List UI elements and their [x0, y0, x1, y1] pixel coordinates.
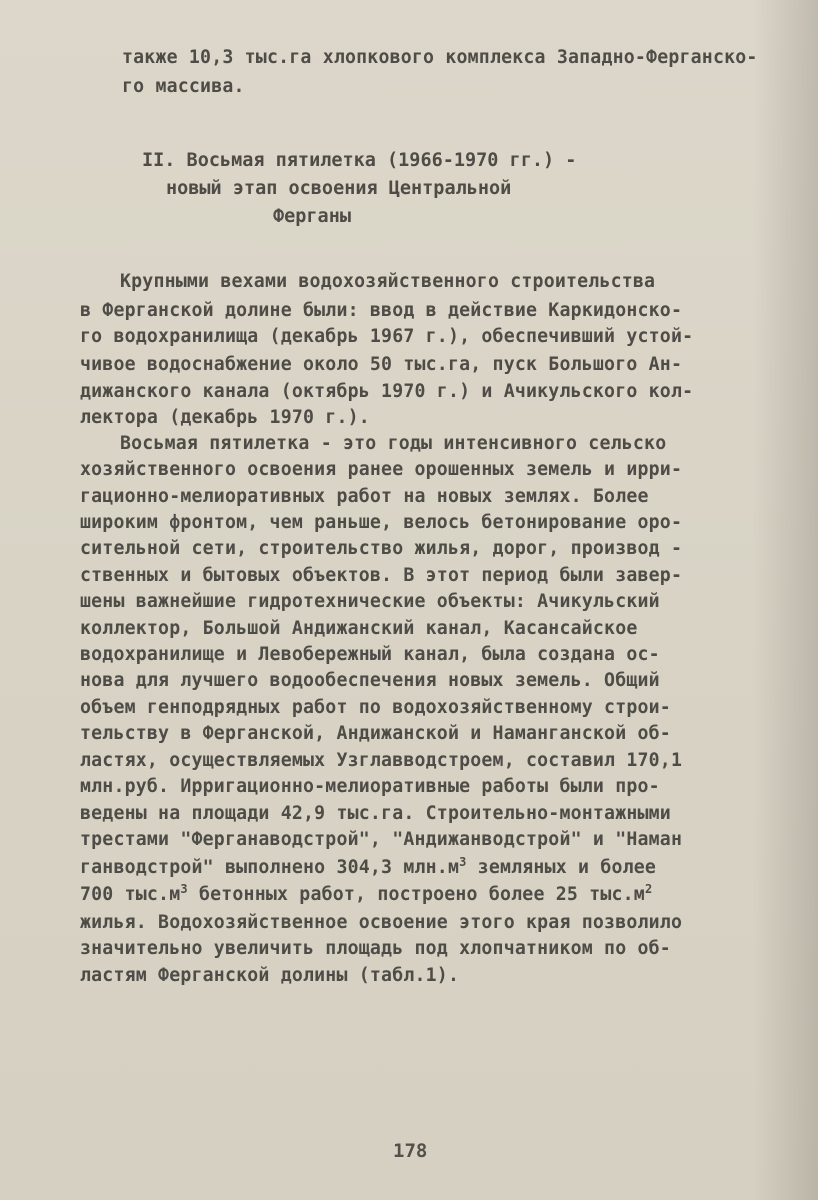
paragraph-2-line-1: Восьмая пятилетка - это годы интенсивного сельско [120, 433, 667, 454]
paragraph-2-line-14: млн.руб. Ирригационно-мелиоративные работы были про- [80, 776, 660, 797]
paragraph-2-line-17 [80, 854, 657, 879]
line-18-start: 700 тыс.м [80, 884, 181, 905]
paragraph-2-line-3: гационно-мелиоративных работ на новых землях. Более [80, 486, 649, 507]
superscript-cubic: 3 [459, 854, 467, 869]
paragraph-2-line-2: хозяйственного освоения ранее орошенных земель и ирри- [80, 459, 683, 480]
paragraph-2-line-11: объем генподрядных работ по водохозяйственному строи- [80, 697, 671, 718]
paragraph-1-line-1: Крупными вехами водохозяйственного строительства [120, 271, 656, 292]
paragraph-2-line-20: значительно увеличить площадь под хлопчатником по об- [80, 938, 671, 959]
paragraph-2-line-13: ластях, осуществляемых Узглавводстроем, составил 170,1 [80, 750, 683, 771]
section-heading-line-2: новый этап освоения Центральной [166, 178, 512, 199]
paragraph-2-line-7: шены важнейшие гидротехнические объекты: Ачикульский [80, 591, 660, 612]
line-17-start: ганводстрой" выполнено 304,3 млн.м [80, 857, 460, 878]
top-line-2: го массива. [122, 76, 245, 97]
paragraph-1-line-5: дижанского канала (октябрь 1970 г.) и Ачикульского кол- [80, 381, 694, 402]
paragraph-2-line-19: жилья. Водохозяйственное освоение этого края позволило [80, 912, 683, 933]
paragraph-2-line-12: тельству в Ферганской, Андижанской и Наманганской об- [80, 723, 671, 744]
paragraph-2-line-5: сительной сети, строительство жилья, дорог, производ - [80, 538, 683, 559]
paragraph-2-line-21: ластям Ферганской долины (табл.1). [80, 965, 460, 986]
paragraph-2-line-10: нова для лучшего водообеспечения новых земель. Общий [80, 670, 660, 691]
superscript-cubic: 3 [180, 881, 188, 896]
paragraph-2-line-15: ведены на площади 42,9 тыс.га. Строительно-монтажными [80, 803, 671, 824]
line-17-end: земляных и более [466, 857, 657, 878]
paragraph-2-line-18 [80, 881, 653, 906]
superscript-square: 2 [644, 881, 653, 896]
paragraph-1-line-2: в Ферганской долине были: ввод в действие Каркидонско- [80, 300, 683, 321]
paragraph-2-line-4: широким фронтом, чем раньше, велось бетонирование оро- [80, 512, 683, 533]
page-number: 178 [393, 1140, 428, 1162]
top-line-1: также 10,3 тыс.га хлопкового комплекса Западно-Ферганско- [122, 47, 758, 68]
section-heading-line-3: Ферганы [273, 206, 351, 227]
line-18-end: бетонных работ, построено более 25 тыс.м [187, 884, 645, 905]
paragraph-2-line-9: водохранилище и Левобережный канал, была создана ос- [80, 644, 660, 665]
paragraph-1-line-3: го водохранилища (декабрь 1967 г.), обеспечивший устой- [80, 326, 694, 347]
paragraph-1-line-6: лектора (декабрь 1970 г.). [80, 407, 370, 428]
paragraph-1-line-4: чивое водоснабжение около 50 тыс.га, пуск Большого Ан- [80, 354, 683, 375]
paragraph-2-line-6: ственных и бытовых объектов. В этот период были завер- [80, 565, 683, 586]
paragraph-2-line-8: коллектор, Большой Андижанский канал, Касансайское [80, 618, 638, 639]
section-heading-line-1: II. Восьмая пятилетка (1966-1970 гг.) - [142, 150, 577, 171]
paragraph-2-line-16: трестами "Ферганаводстрой", "Андижанводстрой" и "Наман [80, 829, 683, 850]
